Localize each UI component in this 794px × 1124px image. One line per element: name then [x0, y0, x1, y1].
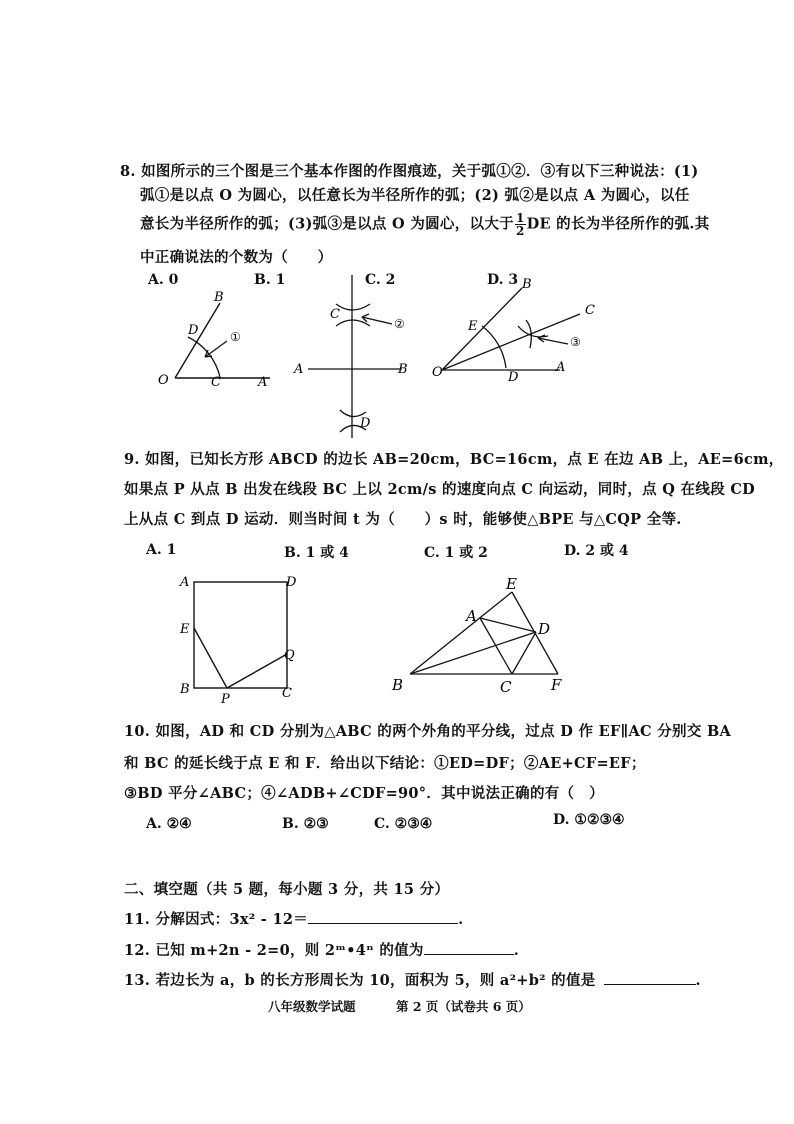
label-c: C: [211, 375, 221, 390]
segment-ep: [194, 628, 227, 688]
section-title: 二、填空题（共 5 题，每小题 3 分，共 15 分）: [124, 881, 450, 898]
q9-option-a: A. 1: [146, 542, 177, 558]
q9-option-c: C. 1 或 2: [424, 545, 488, 561]
label-d: D: [360, 416, 371, 431]
q10-line3: ③BD 平分∠ABC；④∠ADB+∠CDF=90°．其中说法正确的有（ ）: [124, 785, 604, 802]
mark-2: ②: [394, 317, 405, 331]
footer-page: 第 2 页（试卷共 6 页）: [396, 999, 531, 1014]
label-e: E: [180, 622, 190, 637]
q8-line3: [140, 212, 710, 237]
q10-figure: [388, 572, 578, 702]
footer-subject: 八年级数学试题: [268, 999, 356, 1014]
label-q: Q: [284, 648, 295, 663]
segment-pq: [227, 654, 287, 688]
q9-line2: 如果点 P 从点 B 出发在线段 BC 上以 2cm/s 的速度向点 C 向运动，同时，点 Q 在线段 CD: [124, 481, 756, 498]
q8-option-a: A. 0: [148, 272, 179, 288]
arrow-2: [362, 317, 392, 324]
ray-ob: [442, 288, 522, 370]
label-b: B: [398, 362, 408, 377]
label-d: D: [508, 370, 519, 385]
label-d: D: [188, 323, 199, 338]
fraction-numerator: 1: [515, 211, 525, 225]
q11-text: 11. 分解因式：3x² - 12＝: [124, 911, 309, 928]
fraction-denominator: 2: [515, 224, 525, 238]
label-b: B: [522, 277, 532, 292]
label-f: F: [551, 676, 562, 694]
q9-option-d: D. 2 或 4: [564, 543, 629, 559]
label-a: A: [258, 375, 268, 390]
q13-end: .: [695, 972, 701, 989]
q9-line1: 9. 如图，已知长方形 ABCD 的边长 AB=20cm，BC=16cm，点 E 在边 AB 上，AE=6cm，: [124, 451, 784, 468]
q13: [124, 969, 701, 990]
q11: [124, 908, 463, 929]
q13-text: 13. 若边长为 a，b 的长方形周长为 10，面积为 5，则 a²+b² 的值是: [124, 972, 596, 989]
label-p: P: [221, 692, 230, 705]
arc-top-2: [336, 320, 370, 326]
q13-answer-blank[interactable]: [604, 984, 696, 985]
q9-figure: [172, 570, 307, 705]
q8-option-c: C. 2: [365, 272, 396, 288]
q10-line1: 10. 如图，AD 和 CD 分别为△ABC 的两个外角的平分线，过点 D 作 EF∥AC 分别交 BA: [124, 723, 732, 740]
ray-ob: [175, 303, 220, 378]
mark-1: ①: [230, 330, 241, 344]
q8-option-b: B. 1: [254, 272, 286, 288]
label-b: B: [392, 676, 404, 694]
label-e: E: [506, 575, 517, 593]
q8-line3-b: DE 的长为半径所作的弧.其: [526, 215, 710, 233]
label-b: B: [180, 682, 190, 697]
label-o: O: [432, 365, 443, 380]
arc-top-1: [336, 304, 370, 310]
q8-line4: 中正确说法的个数为（ ）: [140, 249, 333, 266]
q8-line3-a: 意长为半径所作的弧；(3)弧③是以点 O 为圆心，以大于: [140, 215, 514, 233]
q9-option-b: B. 1 或 4: [284, 545, 349, 561]
line-be: [410, 592, 512, 674]
q10-option-c: C. ②③④: [374, 816, 433, 832]
q11-answer-blank[interactable]: [308, 923, 458, 924]
q10-option-b: B. ②③: [282, 816, 329, 832]
q8-line1: 8. 如图所示的三个图是三个基本作图的作图痕迹，关于弧①②．③有以下三种说法：(1): [120, 163, 699, 180]
label-c: C: [585, 303, 595, 318]
q10-option-a: A. ②④: [146, 816, 192, 832]
q12-text: 12. 已知 m+2n - 2=0，则 2ᵐ•4ⁿ 的值为: [124, 942, 424, 959]
label-a: A: [294, 362, 304, 377]
q10-option-d: D. ①②③④: [553, 812, 625, 828]
q8-figure3: [430, 270, 605, 390]
label-e: E: [468, 319, 478, 334]
arc-1: [188, 337, 220, 377]
q8-line2: 弧①是以点 O 为圆心，以任意长为半径所作的弧；(2) 弧②是以点 A 为圆心，以任: [140, 187, 690, 204]
line-bd: [410, 632, 536, 674]
label-c: C: [330, 307, 340, 322]
label-a: A: [180, 575, 190, 590]
rectangle-abcd: [194, 582, 287, 688]
label-d: D: [286, 575, 297, 590]
q8-option-d: D. 3: [487, 272, 519, 288]
label-a: A: [466, 607, 477, 625]
q12-end: .: [513, 942, 520, 959]
label-b: B: [214, 290, 224, 305]
label-c: C: [282, 686, 292, 701]
label-c: C: [500, 678, 512, 696]
q11-end: .: [458, 911, 464, 928]
q9-line3: 上从点 C 到点 D 运动．则当时间 t 为（ ）s 时，能够使△BPE 与△CQP 全等.: [124, 511, 682, 528]
label-a: A: [556, 360, 566, 375]
arrow-1: [205, 341, 227, 357]
q8-fraction: [515, 212, 526, 237]
label-o: O: [158, 373, 169, 388]
q12-answer-blank[interactable]: [424, 954, 514, 955]
q8-figure1: [150, 285, 280, 390]
q10-line2: 和 BC 的延长线于点 E 和 F．给出以下结论：①ED=DF；②AE+CF=EF；: [124, 755, 646, 772]
q12: [124, 939, 519, 960]
label-d: D: [538, 620, 551, 638]
mark-3: ③: [570, 335, 581, 349]
arc-de: [482, 326, 506, 368]
q8-figure2: [290, 270, 425, 440]
